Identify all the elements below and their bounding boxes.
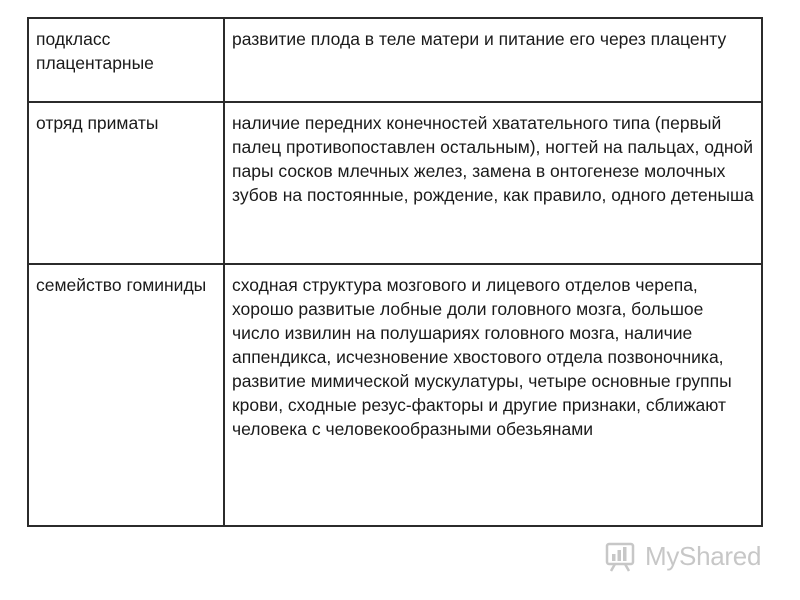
taxon-cell — [28, 18, 224, 102]
taxon-cell — [28, 102, 224, 264]
table-row — [28, 102, 762, 264]
taxonomy-table — [27, 17, 763, 527]
table-row — [28, 18, 762, 102]
taxon-label: семейство гоминиды — [36, 275, 207, 295]
description-cell — [224, 18, 762, 102]
description-text: сходная структура мозгового и лицевого отделов черепа, хорошо развитые лобные доли головного мозга, большое число извилин на полушариях головного мозга, наличие аппендикса, исчезновение хвостового отдела позвоночника, развитие мимической мускулатуры, четыре основные группы крови, сходные резус-факторы и другие признаки, сближают человека с человекообразными обезьянами — [232, 275, 732, 439]
description-text: наличие передних конечностей хватательного типа (первый палец противопоставлен остальным), ногтей на пальцах, одной пары сосков млечных желез, замена в онтогенезе молочных зубов на постоянные, рождение, как правило, одного детеныша — [232, 113, 754, 205]
taxon-cell — [28, 264, 224, 526]
description-text: развитие плода в теле матери и питание его через плаценту — [232, 29, 727, 49]
myshared-logo-icon — [605, 539, 639, 573]
watermark-text: MyShared — [645, 540, 762, 571]
myshared-watermark — [605, 537, 761, 575]
description-cell — [224, 102, 762, 264]
description-cell — [224, 264, 762, 526]
table-row — [28, 264, 762, 526]
taxon-label: отряд приматы — [36, 113, 159, 133]
taxon-label: подкласс плацентарные — [36, 29, 154, 73]
